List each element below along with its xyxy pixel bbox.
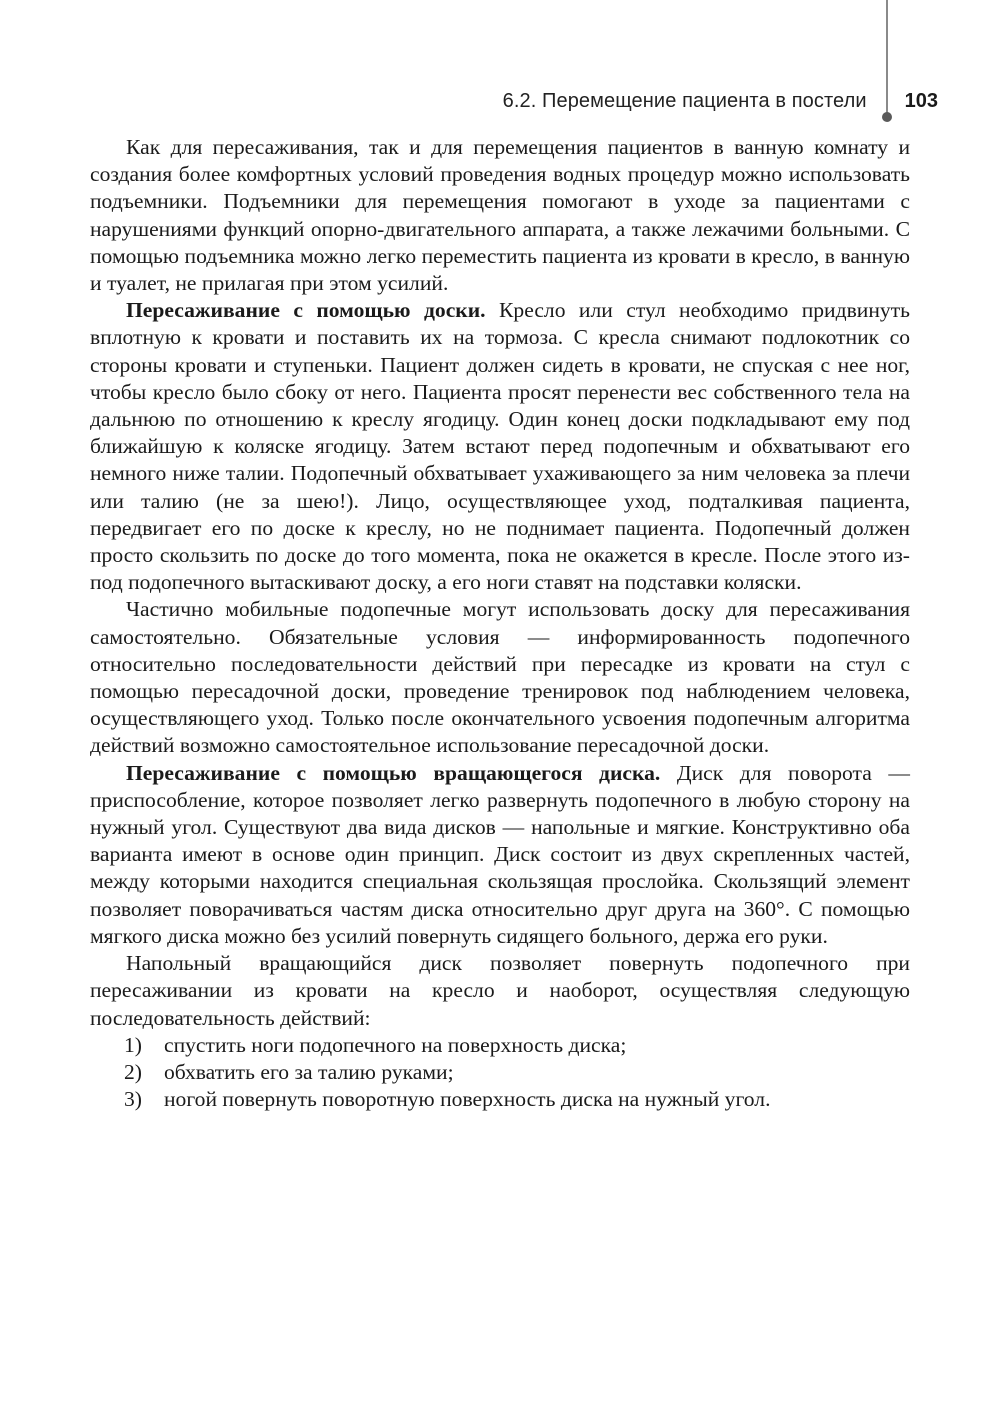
paragraph-text: Диск для поворота — приспособление, которое позволяет легко развернуть подопечного в любую сторону на нужный угол. Существуют два вида дисков — напольные и мягкие. Конструктивно оба варианта имеют в основе один принцип. Диск состоит из двух скрепленных частей, между которыми находится специальная скользящая прослойка. Скользящий элемент позволяет поворачиваться частям диска относительно друг друга на 360°. С помощью мягкого диска можно без усилий повернуть сидящего больного, держа его руки.	[90, 760, 910, 948]
paragraph-3	[90, 596, 910, 759]
list-item	[90, 1032, 910, 1059]
page-body	[90, 134, 910, 1113]
page-number: 103	[904, 89, 938, 112]
paragraph-1	[90, 134, 910, 297]
paragraph-text: Частично мобильные подопечные могут использовать доску для пересаживания самостоятельно. Обязательные условия — информированность подопечного относительно последовательности действий при пересадке из кровати на стул с помощью пересадочной доски, проведение тренировок под наблюдением человека, осуществляющего уход. Только после окончательного усвоения подопечным алгоритма действий возможно самостоятельное использование пересадочной доски.	[90, 597, 910, 758]
paragraph-text: Напольный вращающийся диск позволяет повернуть подопечного при пересаживании из кровати на кресло и наоборот, осуществляя следующую последовательность действий:	[90, 951, 910, 1030]
paragraph-4	[90, 760, 910, 950]
steps-list	[90, 1032, 910, 1114]
divider-line	[886, 0, 888, 114]
list-item	[90, 1086, 910, 1113]
list-item-number: 3)	[124, 1087, 142, 1112]
chapter-title: 6.2. Перемещение пациента в постели	[502, 89, 867, 112]
list-item-text: обхватить его за талию руками;	[164, 1059, 454, 1084]
divider-dot-icon	[882, 112, 892, 122]
list-item-text: ногой повернуть поворотную поверхность диска на нужный угол.	[164, 1087, 771, 1112]
paragraph-heading: Пересаживание с помощью доски.	[126, 298, 486, 323]
paragraph-2	[90, 297, 910, 596]
running-header	[503, 84, 938, 118]
paragraph-5	[90, 950, 910, 1032]
paragraph-heading: Пересаживание с помощью вращающегося диска.	[126, 760, 661, 785]
paragraph-text: Как для пересаживания, так и для перемещения пациентов в ванную комнату и создания более комфортных условий проведения водных процедур можно использовать подъемники. Подъемники для перемещения помогают в уходе за пациентами с нарушениями функций опорно-двигательного аппарата, а также лежачими больными. С помощью подъемника можно легко переместить пациента из кровати в кресло, в ванную и туалет, не прилагая при этом усилий.	[90, 135, 910, 296]
paragraph-text: Кресло или стул необходимо придвинуть вплотную к кровати и поставить их на тормоза. С кресла снимают подлокотник со стороны кровати и ступеньки. Пациент должен сидеть в кровати, не спуская с нее ног, чтобы кресло было сбоку от него. Пациента просят перенести вес собственного тела на дальнюю по отношению к креслу ягодицу. Один конец доски подкладывают ему под ближайшую к коляске ягодицу. Затем встают перед подопечным и обхватывают его немного ниже талии. Подопечный обхватывает ухаживающего за ним человека за плечи или талию (не за шею!). Лицо, осуществляющее уход, подталкивая пациента, передвигает его по доске к креслу, но не поднимает пациента. Подопечный должен просто скользить по доске до того момента, пока не окажется в кресле. После этого из-под подопечного вытаскивают доску, а его ноги ставят на подставки коляски.	[90, 298, 910, 595]
list-item	[90, 1059, 910, 1086]
list-item-number: 1)	[124, 1032, 142, 1057]
list-item-text: спустить ноги подопечного на поверхность диска;	[164, 1032, 627, 1057]
list-item-number: 2)	[124, 1059, 142, 1084]
header-divider	[879, 84, 895, 118]
